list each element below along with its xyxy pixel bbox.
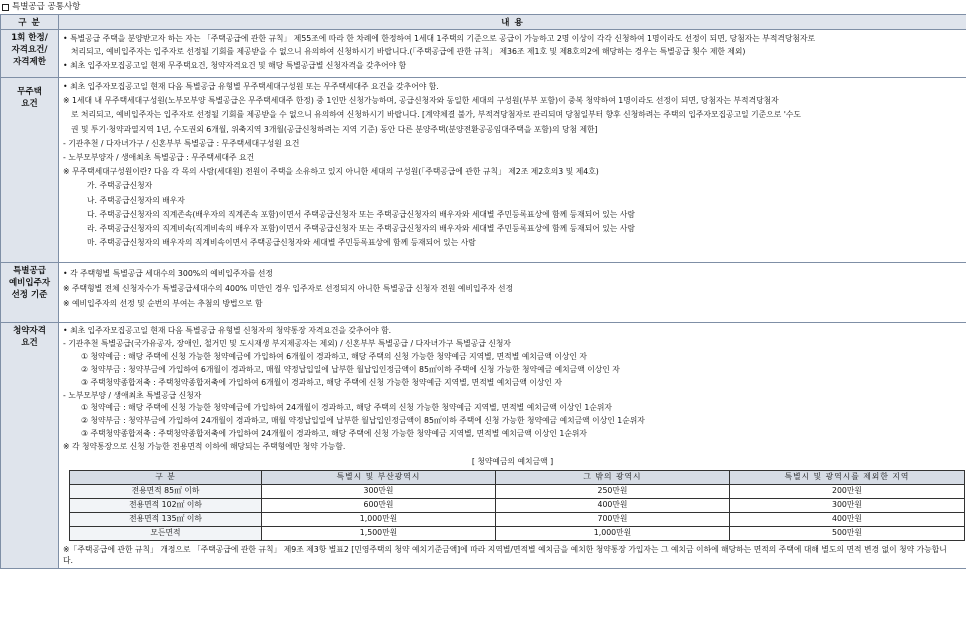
content-line: ① 청약예금 : 해당 주택에 신청 가능한 청약예금에 가입하여 24개월이 경과하고, 해당 주택의 신청 가능한 청약예금 지역별, 면적별 예치금액 이상인 1순위자 <box>81 403 612 413</box>
deposit-header-cell: 그 밖의 광역시 <box>496 470 730 484</box>
deposit-row <box>70 526 965 540</box>
deposit-header-row <box>70 470 965 484</box>
content-line: 라. 주택공급신청자의 직계비속(직계비속의 배우자 포함)이면서 주택공급신청자 또는 주택공급신청자의 배우자와 세대별 주민등록표상에 함께 등재되어 있는 사람 <box>87 224 635 234</box>
content-line: • 최초 입주자모집공고일 현재 다음 특별공급 유형별 신청자의 청약통장 자격요건을 갖추어야 함. <box>63 326 392 335</box>
row-content <box>59 263 966 323</box>
content-line: - 노부모부양자 / 생애최초 특별공급 : 무주택세대주 요건 <box>63 153 255 163</box>
deposit-header-cell: 구 분 <box>70 470 262 484</box>
deposit-cell: 300만원 <box>262 484 496 498</box>
row-label-homeless <box>1 78 59 263</box>
deposit-cell: 400만원 <box>730 512 965 526</box>
content-line: 다. 주택공급신청자의 직계존속(배우자의 직계존속 포함)이면서 주택공급신청자 또는 주택공급신청자의 배우자와 세대별 주민등록표상에 함께 등재되어 있는 사람 <box>87 209 635 219</box>
content-line: 로 처리되고, 예비입주자는 입주자로 선정될 기회를 제공받을 수 없으니 유의하여 신청하시기 바랍니다. [계약체결 불가, 부적격당첨자로 관리되며 당첨일부터 향후 신청하려는 주택의 입주자모집공고일 기준으로 '수도 <box>71 110 801 120</box>
content-line: ※ 예비입주자의 선정 및 순번의 부여는 추첨의 방법으로 함 <box>63 299 263 308</box>
deposit-row <box>70 484 965 498</box>
deposit-row <box>70 512 965 526</box>
header-category: 구 분 <box>1 15 59 30</box>
common-requirements-table <box>0 14 966 569</box>
deposit-cell: 1,500만원 <box>262 526 496 540</box>
content-line: - 기관추천 / 다자녀가구 / 신혼부부 특별공급 : 무주택세대구성원 요건 <box>63 138 300 148</box>
deposit-header-cell: 특별시 및 광역시를 제외한 지역 <box>730 470 965 484</box>
content-line: ③ 주택청약종합저축 : 주택청약종합저축에 가입하여 24개월이 경과하고, 해당 주택에 신청 가능한 청약예금 지역별, 면적별 예치금액 이상인 1순위자 <box>81 429 587 439</box>
content-line: ※ 각 청약통장으로 신청 가능한 전용면적 이하에 해당되는 주택형에만 청약 가능함. <box>63 442 346 452</box>
row-content <box>59 78 966 263</box>
content-line: 나. 주택공급신청자의 배우자 <box>87 195 185 205</box>
section-title <box>0 0 966 14</box>
deposit-table-caption: [ 청약예금의 예치금액 ] <box>471 457 554 467</box>
content-line: 권 및 투기·청약과열지역 1년, 수도권외 6개월, 위축지역 3개월(공급신청하려는 지역 기준) 동안 다른 분양주택(분양전환공공임대주택을 포함)의 당첨 제한] <box>71 124 598 134</box>
deposit-cell: 전용면적 85㎡ 이하 <box>70 484 262 498</box>
table-row <box>1 263 966 323</box>
content-line: ※ 주택형별 전체 신청자수가 특별공급세대수의 400% 미만인 경우 입주자로 선정되지 아니한 특별공급 신청자 전원 예비입주자 선정 <box>63 284 514 293</box>
deposit-cell: 1,000만원 <box>262 512 496 526</box>
row-label-text: 1회 한정/ 자격요건/ 자격제한 <box>11 33 48 67</box>
content-line: 처리되고, 예비입주자는 입주자로 선정될 기회를 제공받을 수 없으니 유의하여 신청하시기 바랍니다.(「주택공급에 관한 규칙」 제36조 제1호 및 제8호의2에 해당하는 경우는 특별공급 횟수 제한 제외) <box>71 47 746 57</box>
row-label-once-limit <box>1 30 59 78</box>
deposit-cell: 400만원 <box>496 498 730 512</box>
row-content <box>59 30 966 78</box>
table-row <box>1 78 966 263</box>
deposit-cell: 전용면적 102㎡ 이하 <box>70 498 262 512</box>
content-line: • 각 주택형별 특별공급 세대수의 300%의 예비입주자를 선정 <box>63 269 273 278</box>
row-label-text: 특별공급 예비입주자 선정 기준 <box>8 266 51 300</box>
content-line: • 최초 입주자모집공고일 현재 무주택요건, 청약자격요건 및 해당 특별공급별 신청자격을 갖추어야 함 <box>63 60 407 70</box>
row-label-account <box>1 323 59 569</box>
deposit-cell: 600만원 <box>262 498 496 512</box>
row-label-reserve <box>1 263 59 323</box>
footnote: ※「주택공급에 관한 규칙」 개정으로 「주택공급에 관한 규칙」 제9조 제3항 별표2 [민영주택의 청약 예치기준금액]에 따라 지역별/면적별 예치금을 예치한 청약통장 가입자는 그 예치금 이하에 해당하는 면적의 주택에 대해 별도의 면적 변경 없이 청약 가능합니다. <box>63 544 947 565</box>
square-bullet-icon <box>2 4 9 11</box>
deposit-cell: 500만원 <box>730 526 965 540</box>
content-line: 마. 주택공급신청자의 배우자의 직계비속이면서 주택공급신청자와 세대별 주민등록표상에 함께 등재되어 있는 사람 <box>87 238 476 248</box>
content-line: ※ 1세대 내 무주택세대구성원(노부모부양 특별공급은 무주택세대주 한정) 중 1인만 신청가능하며, 공급신청자와 동일한 세대의 구성원(부부 포함)이 중복 청약하여 1명이라도 선정이 되면, 당첨자는 부적격당첨자 <box>63 96 779 106</box>
deposit-cell: 300만원 <box>730 498 965 512</box>
row-label-text: 무주택 요건 <box>17 87 42 109</box>
deposit-cell: 모든면적 <box>70 526 262 540</box>
content-line: ① 청약예금 : 해당 주택에 신청 가능한 청약예금에 가입하여 6개월이 경과하고, 해당 주택의 신청 가능한 청약예금 지역별, 면적별 예치금액 이상인 자 <box>81 351 587 361</box>
section-title-text: 특별공급 공통사항 <box>12 2 81 12</box>
table-header-row <box>1 15 966 30</box>
row-label-text: 청약자격 요건 <box>13 326 46 348</box>
content-line: - 노부모부양 / 생애최초 특별공급 신청자 <box>63 390 202 400</box>
content-line: • 특별공급 주택을 분양받고자 하는 자는 「주택공급에 관한 규칙」 제55조에 따라 한 차례에 한정하여 1세대 1주택의 기준으로 공급이 가능하고 2명 이상이 각각 신청하여 1명이라도 선정이 되면, 당첨자는 부적격당첨자로 <box>63 34 816 43</box>
deposit-cell: 700만원 <box>496 512 730 526</box>
deposit-row <box>70 498 965 512</box>
deposit-cell: 250만원 <box>496 484 730 498</box>
content-line: ※ 무주택세대구성원이란? 다음 각 목의 사람(세대원) 전원이 주택을 소유하고 있지 아니한 세대의 구성원(「주택공급에 관한 규칙」 제2조 제2호의3 및 제4호) <box>63 167 599 177</box>
deposit-amount-table <box>69 470 965 541</box>
content-line: ② 청약부금 : 청약부금에 가입하여 24개월이 경과하고, 매월 약정납입일에 납부한 월납입인정금액이 85㎡이하 주택에 신청 가능한 청약예금 예치금액 이상인 1순위자 <box>81 416 645 426</box>
header-content: 내 용 <box>59 15 966 30</box>
content-line: ③ 주택청약종합저축 : 주택청약종합저축에 가입하여 6개월이 경과하고, 해당 주택에 신청 가능한 청약예금 지역별, 면적별 예치금액 이상인 자 <box>81 377 562 387</box>
deposit-header-cell: 특별시 및 부산광역시 <box>262 470 496 484</box>
content-line: - 기관추천 특별공급(국가유공자, 장애인, 철거민 및 도시재생 부지제공자는 제외) / 신혼부부 특별공급 / 다자녀가구 특별공급 신청자 <box>63 338 511 348</box>
content-line: ② 청약부금 : 청약부금에 가입하여 6개월이 경과하고, 매월 약정납입일에 납부한 월납입인정금액이 85㎡이하 주택에 신청 가능한 청약예금 예치금액 이상인 자 <box>81 364 620 374</box>
deposit-cell: 전용면적 135㎡ 이하 <box>70 512 262 526</box>
content-line: 가. 주택공급신청자 <box>87 181 153 191</box>
table-row <box>1 30 966 78</box>
deposit-cell: 200만원 <box>730 484 965 498</box>
content-line: • 최초 입주자모집공고일 현재 다음 특별공급 유형별 무주택세대구성원 또는 무주택세대주 요건을 갖추어야 함. <box>63 82 439 91</box>
row-content <box>59 323 966 569</box>
deposit-cell: 1,000만원 <box>496 526 730 540</box>
table-row <box>1 323 966 569</box>
